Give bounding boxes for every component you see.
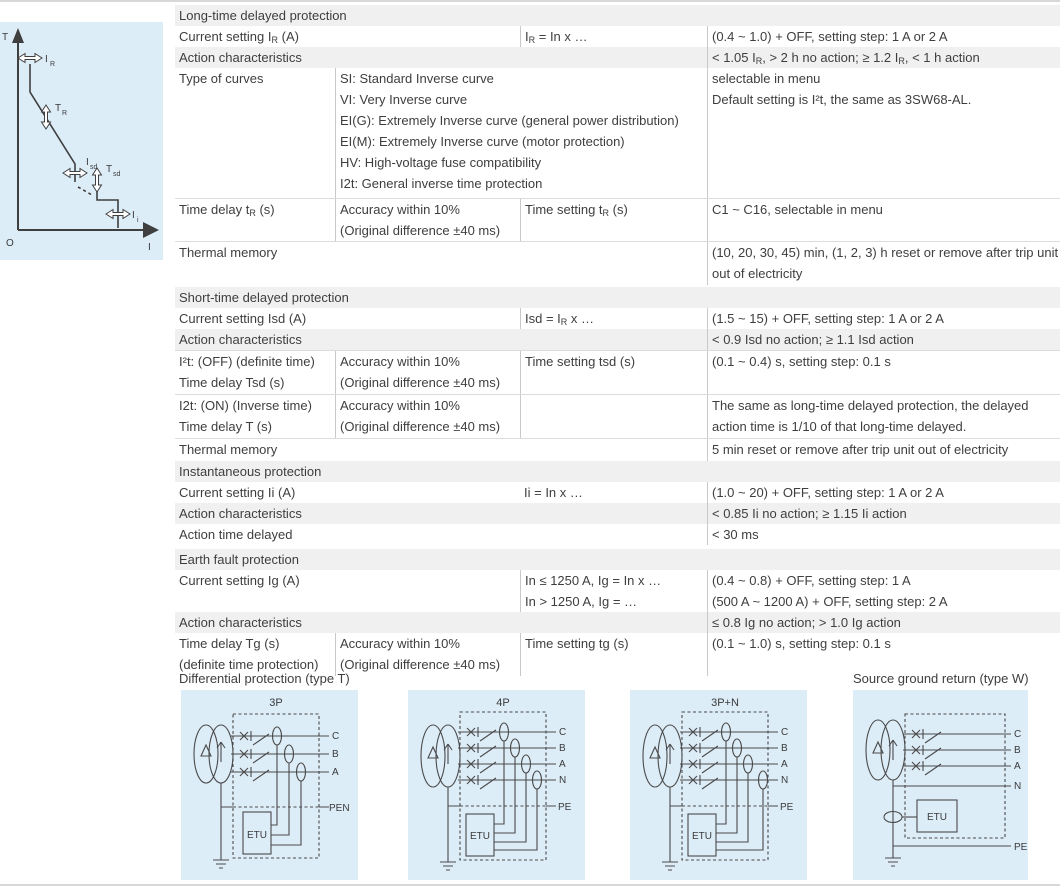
marker-label: T: [106, 164, 113, 175]
row-value: < 1.05 $I_R$, > 2 h no action; ≥ 1.2 $I_R$, < 1 h action: [707, 47, 1060, 68]
accuracy-line: Accuracy within 10%: [340, 354, 460, 369]
trip-curve-dashed: [78, 187, 92, 195]
row-formula: Ii = In x …: [524, 485, 583, 500]
table-row: [175, 524, 1060, 545]
accuracy-line: Accuracy within 10%: [340, 202, 460, 217]
curve-list: [335, 68, 707, 198]
table-row: [175, 26, 1060, 47]
label-line: Time delay Tsd (s): [179, 375, 285, 390]
label-line: Time delay Tg (s): [179, 636, 280, 651]
etu-label: ETU: [692, 831, 712, 842]
marker-label: I: [132, 210, 135, 221]
transformer-symbol: [643, 725, 667, 787]
marker-label: I: [86, 157, 89, 168]
phase-label: C: [332, 731, 340, 742]
section-instantaneous: [175, 461, 1060, 545]
marker-label-sub: R: [50, 61, 56, 68]
curve-item: SI: Standard Inverse curve: [340, 71, 494, 86]
row-label: Current setting Ii (A): [179, 485, 296, 500]
section-header-row: [175, 5, 1060, 26]
formula-line: In > 1250 A, Ig = …: [525, 594, 638, 609]
value-line: (500 A ~ 1200 A) + OFF, setting step: 2 A: [712, 594, 948, 609]
diagram-type-w: [853, 690, 1028, 880]
accuracy-cell: [335, 351, 520, 394]
conductor-label: PE: [780, 802, 794, 813]
row-value: (10, 20, 30, 45) min, (1, 2, 3) h reset or remove after trip unit out of electricity: [707, 242, 1060, 285]
label-line: (definite time protection): [179, 657, 319, 672]
accuracy-line: Accuracy within 10%: [340, 636, 460, 651]
ct-wires: [716, 741, 763, 850]
conductor-label: PEN: [329, 803, 350, 814]
row-value: < 30 ms: [707, 524, 1060, 545]
curve-item: HV: High-voltage fuse compatibility: [340, 155, 542, 170]
accuracy-cell: [335, 199, 520, 241]
value-line: (0.4 ~ 0.8) + OFF, setting step: 1 A: [712, 573, 911, 588]
section-title: Long-time delayed protection: [179, 8, 347, 23]
phase-label: A: [1014, 761, 1021, 772]
row-label: Current setting Isd (A): [179, 311, 307, 326]
section-long-time: [175, 5, 1060, 285]
diagram-title: 4P: [496, 697, 510, 709]
row-formula: Isd = $I_R$ x …: [520, 308, 707, 329]
diagram-title: 3P: [269, 697, 283, 709]
phase-label: B: [559, 743, 566, 754]
marker-label-sub: R: [62, 110, 68, 117]
accuracy-line: Accuracy within 10%: [340, 398, 460, 413]
trip-curve-figure: [0, 22, 163, 260]
diagram-4p: [408, 690, 585, 880]
marker-label: T: [55, 103, 62, 114]
row-label: Action time delayed: [179, 527, 293, 542]
row-label: Current setting $I_R$ (A): [179, 29, 299, 45]
accuracy-line: (Original difference ±40 ms): [340, 657, 501, 672]
row-label: Action characteristics: [179, 332, 302, 347]
etu-label: ETU: [247, 830, 267, 841]
row-value: ≤ 0.8 Ig no action; > 1.0 Ig action: [707, 612, 1060, 633]
section-title: Earth fault protection: [179, 552, 299, 567]
row-label: [175, 395, 335, 438]
section-title: Short-time delayed protection: [179, 290, 349, 305]
row-value: (0.1 ~ 1.0) s, setting step: 0.1 s: [707, 633, 1060, 676]
row-value: [707, 570, 1060, 612]
row-label: Type of curves: [179, 71, 264, 86]
phase-label: A: [781, 759, 788, 770]
section-short-time: [175, 287, 1060, 461]
row-label: [175, 351, 335, 394]
label-line: I2t: (ON) (Inverse time): [179, 398, 312, 413]
row-label: Thermal memory: [179, 442, 278, 457]
table-row: [175, 438, 1060, 461]
setting-marker: [93, 168, 102, 192]
curve-item: I2t: General inverse time protection: [340, 176, 543, 191]
row-value: (0.4 ~ 1.0) + OFF, setting step: 1 A or 2 A: [707, 26, 1060, 47]
differential-protection-title: Differential protection (type T): [179, 671, 350, 686]
accuracy-cell: [335, 633, 520, 676]
row-value: (1.5 ~ 15) + OFF, setting step: 1 A or 2 A: [707, 308, 1060, 329]
marker-label-sub: sd: [113, 171, 121, 178]
diagram-title: 3P+N: [711, 697, 739, 709]
diagram-3p-n: [630, 690, 807, 880]
etu-label: ETU: [927, 812, 947, 823]
y-axis-arrow-icon: [12, 28, 24, 43]
phase-lines: [903, 734, 1011, 766]
section-header-row: [175, 549, 1060, 570]
section-title: Instantaneous protection: [179, 464, 322, 479]
row-value: [707, 68, 1060, 198]
phase-label: B: [781, 743, 788, 754]
etu-label: ETU: [470, 831, 490, 842]
axes: [18, 38, 148, 230]
accuracy-cell: [335, 395, 520, 438]
accuracy-line: (Original difference ±40 ms): [340, 375, 501, 390]
value-line: Default setting is I²t, the same as 3SW68-AL.: [712, 92, 972, 107]
row-value: 5 min reset or remove after trip unit out of electricity: [707, 439, 1060, 461]
table-row: [175, 394, 1060, 438]
conductor-label: PE: [558, 802, 572, 813]
table-row: [175, 68, 1060, 198]
row-value: < 0.85 Ii no action; ≥ 1.15 Ii action: [707, 503, 1060, 524]
transformer-symbol: [194, 725, 218, 783]
table-row: [175, 241, 1060, 285]
trip-curve: [30, 64, 118, 228]
phase-label: N: [781, 775, 789, 786]
table-row: [175, 350, 1060, 394]
x-axis-label: I: [148, 242, 151, 253]
row-value: < 0.9 Isd no action; ≥ 1.1 Isd action: [707, 329, 1060, 350]
table-row: [175, 482, 1060, 503]
row-label: Current setting Ig (A): [179, 573, 300, 588]
breaker-cross-icon: [689, 728, 697, 784]
row-label: Action characteristics: [179, 506, 302, 521]
marker-label-sub: i: [137, 217, 139, 224]
row-value: (1.0 ~ 20) + OFF, setting step: 1 A or 2 A: [707, 482, 1060, 503]
row-value: (0.1 ~ 0.4) s, setting step: 0.1 s: [707, 351, 1060, 394]
row-value: C1 ~ C16, selectable in menu: [707, 199, 1060, 241]
breaker-enclosure: [905, 714, 1005, 838]
row-label: Time delay $t_R$ (s): [179, 202, 275, 218]
label-line: I²t: (OFF) (definite time): [179, 354, 315, 369]
row-setting: Time setting tsd (s): [520, 351, 707, 394]
ct-wires: [494, 741, 537, 850]
empty-cell: [520, 395, 707, 438]
section-earth-fault: [175, 549, 1060, 676]
row-formula: $I_R = In$ x …: [520, 26, 707, 47]
table-row: [175, 503, 1060, 524]
x-axis-arrow-icon: [143, 222, 159, 238]
table-row: [175, 570, 1060, 612]
spec-table: [175, 5, 1060, 676]
origin-label: O: [6, 238, 14, 249]
table-row: [175, 329, 1060, 350]
accuracy-line: (Original difference ±40 ms): [340, 223, 501, 238]
section-header-row: [175, 461, 1060, 482]
diagram-3p: [181, 690, 358, 880]
table-row: [175, 612, 1060, 633]
conductor-label: PE: [1014, 842, 1028, 853]
curve-item: VI: Very Inverse curve: [340, 92, 468, 107]
row-label: Thermal memory: [179, 245, 278, 260]
row-label: Action characteristics: [179, 615, 302, 630]
phase-label: B: [1014, 745, 1021, 756]
ground-icon: [213, 860, 229, 868]
ground-icon: [662, 862, 678, 870]
breaker-blades: [253, 734, 269, 781]
row-setting: Time setting $t_R$ (s): [520, 199, 707, 241]
ground-icon: [440, 862, 456, 870]
phase-label: C: [559, 727, 567, 738]
phase-label: N: [559, 775, 567, 786]
transformer-symbol: [421, 725, 445, 787]
setting-marker: [42, 105, 51, 129]
phase-label: C: [781, 727, 789, 738]
marker-label: I: [45, 54, 48, 65]
formula-line: In ≤ 1250 A, Ig = In x …: [525, 573, 662, 588]
table-row: [175, 308, 1060, 329]
setting-marker: [18, 54, 42, 63]
breaker-cross-icon: [467, 728, 475, 784]
phase-label: B: [332, 749, 339, 760]
y-axis-label: T: [2, 32, 9, 43]
phase-label: A: [559, 759, 566, 770]
curve-item: EI(G): Extremely Inverse curve (general power distribution): [340, 113, 679, 128]
top-divider: [0, 0, 1060, 2]
table-row: [175, 47, 1060, 68]
transformer-symbol: [866, 720, 890, 780]
phase-label: N: [1014, 781, 1022, 792]
section-header-row: [175, 287, 1060, 308]
row-setting: Time setting tg (s): [520, 633, 707, 676]
breaker-blades: [925, 732, 941, 775]
row-label: Action characteristics: [179, 50, 302, 65]
marker-label-sub: sd: [90, 164, 98, 171]
value-line: selectable in menu: [712, 71, 821, 86]
label-line: Time delay T (s): [179, 419, 272, 434]
curve-item: EI(M): Extremely Inverse curve (motor protection): [340, 134, 625, 149]
ground-icon: [885, 858, 901, 866]
source-ground-return-title: Source ground return (type W): [853, 671, 1029, 686]
row-value: The same as long-time delayed protection, the delayed action time is 1/10 of that long-time delayed.: [707, 395, 1060, 438]
phase-lines: [231, 736, 329, 772]
row-formula: [520, 570, 707, 612]
phase-label: C: [1014, 729, 1022, 740]
accuracy-line: (Original difference ±40 ms): [340, 419, 501, 434]
table-row: [175, 198, 1060, 241]
phase-label: A: [332, 767, 339, 778]
